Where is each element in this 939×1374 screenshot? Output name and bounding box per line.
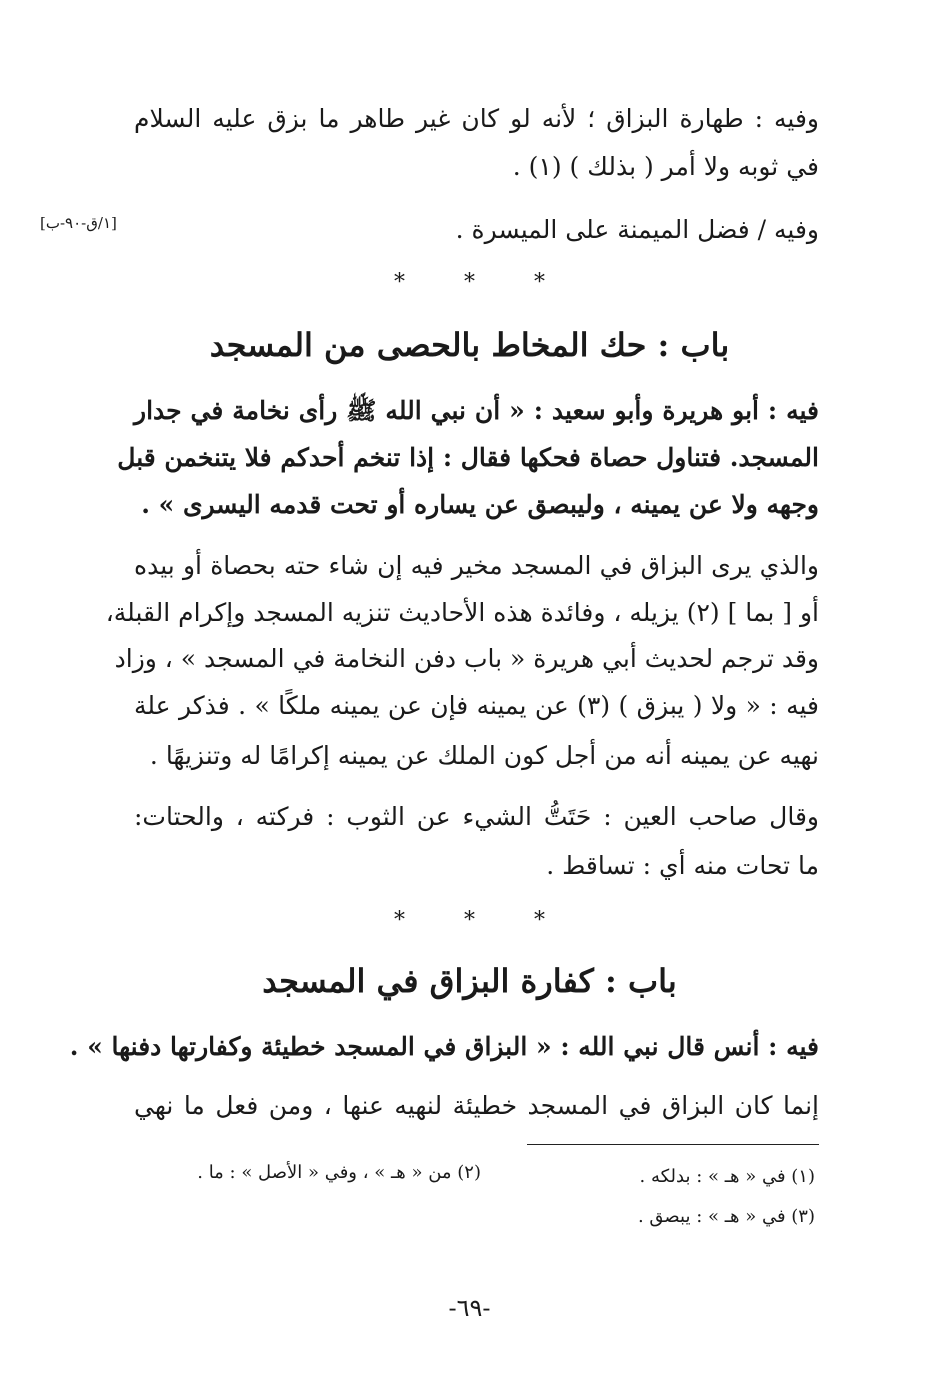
hadith-line-3: وجهه ولا عن يمينه ، وليبصق عن يساره أو تحت قدمه اليسرى » .: [141, 490, 819, 519]
commentary-line-1: والذي يرى البزاق في المسجد مخير فيه إن شاء حته بحصاة أو بيده: [134, 551, 819, 580]
page-number: -٦٩-: [448, 1294, 491, 1322]
commentary-line-2: أو [ بما ] (٢) يزيله ، وفائدة هذه الأحاديث تنزيه المسجد وإكرام القبلة،: [105, 598, 819, 627]
intro-line-1: وفيه : طهارة البزاق ؛ لأنه لو كان غير طاهر ما بزق عليه السلام: [134, 104, 819, 133]
section-heading-2: باب : كفارة البزاق في المسجد: [262, 962, 677, 1000]
hadith-line-section2: فيه : أنس قال نبي الله : « البزاق في المسجد خطيئة وكفارتها دفنها » .: [69, 1032, 819, 1061]
lexicon-line-2: ما تحات منه أي : تساقط .: [546, 851, 819, 880]
footnote-2: (٢) من « هـ » ، وفي « الأصل » : ما .: [197, 1162, 481, 1183]
commentary-line-5: نهيه عن يمينه أنه من أجل كون الملك عن يمينه إكرامًا له وتنزيهًا .: [149, 741, 819, 770]
commentary-line-3: وقد ترجم لحديث أبي هريرة « باب دفن النخامة في المسجد » ، وزاد: [114, 644, 819, 673]
intro-line-2: في ثوبه ولا أمر ( بذلك ) (١) .: [512, 152, 819, 181]
commentary-line-section2: إنما كان البزاق في المسجد خطيئة لنهيه عنها ، ومن فعل ما نهي: [134, 1091, 819, 1120]
section-separator: * * *: [394, 270, 545, 295]
footnote-1: (١) في « هـ » : بدلكه .: [639, 1166, 815, 1187]
section-heading-1: باب : حك المخاط بالحصى من المسجد: [209, 326, 730, 364]
hadith-line-2: المسجد. فتناول حصاة فحكها فقال : إذا تنخم أحدكم فلا يتنخمن قبل: [117, 443, 819, 472]
footnote-3: (٣) في « هـ » : يبصق .: [637, 1206, 815, 1227]
intro-line-3: وفيه / فضل الميمنة على الميسرة .: [455, 215, 819, 244]
lexicon-line-1: وقال صاحب العين : حَتَتُّ الشيء عن الثوب : فركته ، والحتات:: [134, 802, 819, 831]
section-separator-2: * * *: [394, 908, 545, 933]
hadith-line-1: فيه : أبو هريرة وأبو سعيد : « أن نبي الله ﷺ رأى نخامة في جدار: [134, 396, 819, 425]
footnote-rule: [527, 1144, 819, 1145]
manuscript-folio-reference: [١/ق-٩٠-ب]: [40, 214, 117, 232]
commentary-line-4: فيه : « ولا ( يبزق ) (٣) عن يمينه فإن عن يمينه ملكًا » . فذكر علة: [134, 691, 819, 720]
